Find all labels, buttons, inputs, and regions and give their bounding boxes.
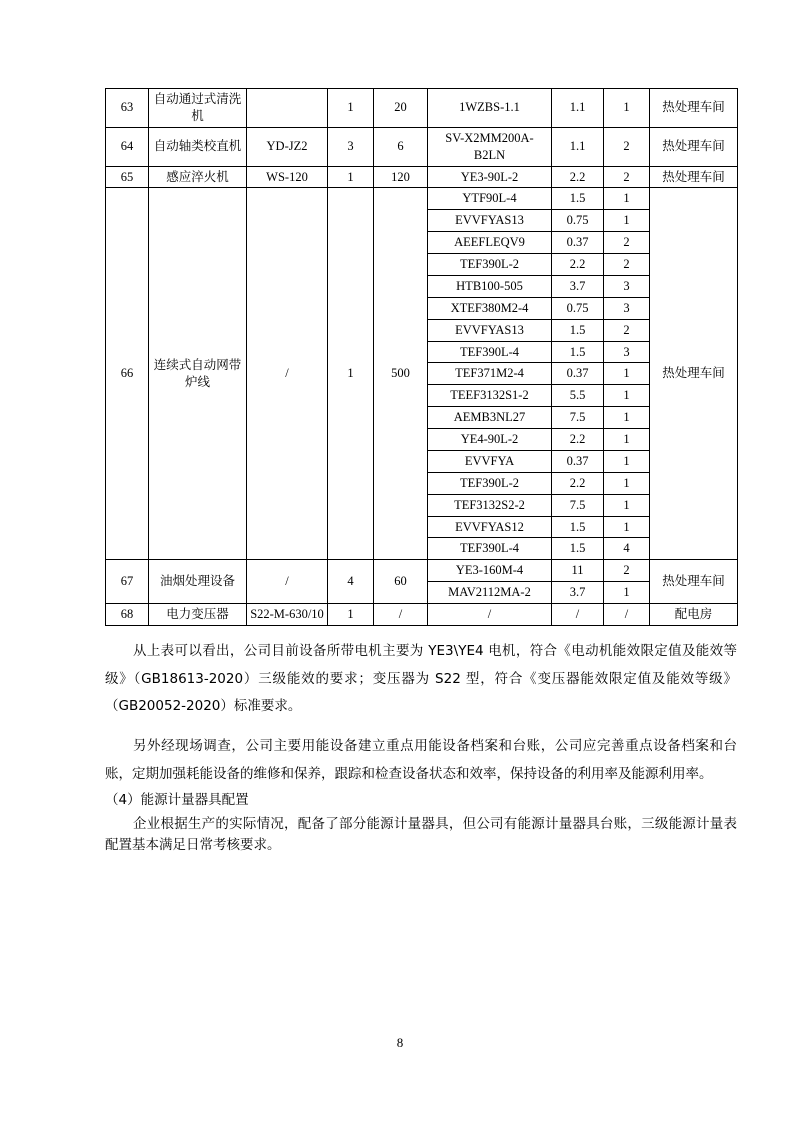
page-number: 8 [396, 1035, 404, 1050]
cell-power: 6 [374, 127, 428, 166]
cell-motor: 1WZBS-1.1 [428, 89, 552, 128]
cell-motor: EVVFYAS12 [428, 516, 552, 538]
cell-motor-power: 0.37 [552, 450, 604, 472]
paragraph-summary: 从上表可以看出，公司目前设备所带电机主要为 YE3\YE4 电机，符合《电动机能效限定值及能效等级》（GB18613-2020）三级能效的要求；变压器为 S22 型，符合《变压器能效限定值及能效等级》（GB20052-2020）标准要求。 [105, 642, 737, 715]
cell-motor-qty: 1 [604, 494, 650, 516]
cell-motor-power: 0.37 [552, 363, 604, 385]
cell-motor-power: / [552, 604, 604, 626]
equipment-table [105, 88, 738, 626]
cell-model: / [247, 560, 328, 604]
cell-model [247, 89, 328, 128]
cell-motor: MAV2112MA-2 [428, 582, 552, 604]
cell-location: 热处理车间 [650, 127, 738, 166]
cell-motor: TEF390L-2 [428, 254, 552, 276]
table-row [106, 560, 738, 582]
cell-motor-qty: 1 [604, 516, 650, 538]
cell-location: 热处理车间 [650, 89, 738, 128]
cell-motor-qty: 2 [604, 319, 650, 341]
table-row [106, 89, 738, 128]
cell-motor-qty: 3 [604, 275, 650, 297]
cell-motor: HTB100-505 [428, 275, 552, 297]
cell-motor: EVVFYAS13 [428, 210, 552, 232]
cell-qty: 1 [328, 89, 374, 128]
cell-motor-qty: 1 [604, 188, 650, 210]
cell-motor-qty: 1 [604, 363, 650, 385]
cell-motor-power: 1.5 [552, 188, 604, 210]
cell-motor-power: 0.37 [552, 232, 604, 254]
cell-power: 500 [374, 188, 428, 560]
cell-motor-qty: 2 [604, 127, 650, 166]
cell-motor: YTF90L-4 [428, 188, 552, 210]
cell-qty: 3 [328, 127, 374, 166]
page-content [105, 88, 737, 856]
cell-qty: 1 [328, 604, 374, 626]
cell-qty: 1 [328, 166, 374, 188]
cell-motor-power: 2.2 [552, 472, 604, 494]
cell-motor: AEEFLEQV9 [428, 232, 552, 254]
cell-no: 64 [106, 127, 149, 166]
cell-motor-power: 1.5 [552, 319, 604, 341]
table-row [106, 604, 738, 626]
section-heading: （4）能源计量器具配置 [105, 792, 249, 809]
cell-model: WS-120 [247, 166, 328, 188]
cell-motor-power: 3.7 [552, 582, 604, 604]
cell-motor-power: 7.5 [552, 494, 604, 516]
cell-motor: EVVFYA [428, 450, 552, 472]
cell-motor-power: 0.75 [552, 297, 604, 319]
cell-no: 63 [106, 89, 149, 128]
cell-no: 65 [106, 166, 149, 188]
cell-qty: 4 [328, 560, 374, 604]
cell-motor-qty: 2 [604, 254, 650, 276]
cell-motor-qty: / [604, 604, 650, 626]
cell-motor-power: 2.2 [552, 254, 604, 276]
cell-power: 60 [374, 560, 428, 604]
cell-motor-qty: 1 [604, 407, 650, 429]
cell-motor-qty: 2 [604, 166, 650, 188]
cell-motor-qty: 1 [604, 89, 650, 128]
cell-location: 热处理车间 [650, 560, 738, 604]
cell-motor-power: 2.2 [552, 166, 604, 188]
cell-motor: YE3-160M-4 [428, 560, 552, 582]
cell-motor-qty: 1 [604, 429, 650, 451]
cell-motor: TEF390L-4 [428, 538, 552, 560]
cell-name: 油烟处理设备 [149, 560, 247, 604]
cell-name: 感应淬火机 [149, 166, 247, 188]
cell-motor-power: 2.2 [552, 429, 604, 451]
cell-model: YD-JZ2 [247, 127, 328, 166]
table-row [106, 166, 738, 188]
cell-motor: EVVFYAS13 [428, 319, 552, 341]
cell-model: / [247, 188, 328, 560]
paragraph-metering: 企业根据生产的实际情况，配备了部分能源计量器具，但公司有能源计量器具台账，三级能源计量表配置基本满足日常考核要求。 [105, 815, 737, 853]
cell-motor: YE4-90L-2 [428, 429, 552, 451]
cell-motor: SV-X2MM200A-B2LN [428, 127, 552, 166]
cell-motor-power: 7.5 [552, 407, 604, 429]
cell-motor: XTEF380M2-4 [428, 297, 552, 319]
cell-motor: TEF371M2-4 [428, 363, 552, 385]
cell-motor-power: 1.1 [552, 127, 604, 166]
cell-qty: 1 [328, 188, 374, 560]
cell-motor: YE3-90L-2 [428, 166, 552, 188]
cell-motor: TEEF3132S1-2 [428, 385, 552, 407]
cell-location: 配电房 [650, 604, 738, 626]
cell-motor-power: 1.5 [552, 538, 604, 560]
cell-no: 68 [106, 604, 149, 626]
cell-name: 连续式自动网带炉线 [149, 188, 247, 560]
cell-motor-qty: 1 [604, 472, 650, 494]
cell-motor-qty: 1 [604, 210, 650, 232]
cell-power: 120 [374, 166, 428, 188]
cell-motor-power: 0.75 [552, 210, 604, 232]
cell-motor-qty: 4 [604, 538, 650, 560]
cell-no: 67 [106, 560, 149, 604]
cell-location: 热处理车间 [650, 188, 738, 560]
cell-motor-qty: 2 [604, 560, 650, 582]
cell-motor-qty: 1 [604, 582, 650, 604]
cell-motor-qty: 2 [604, 232, 650, 254]
cell-location: 热处理车间 [650, 166, 738, 188]
cell-name: 自动轴类校直机 [149, 127, 247, 166]
cell-motor-qty: 3 [604, 341, 650, 363]
cell-motor-power: 11 [552, 560, 604, 582]
table-row [106, 127, 738, 166]
cell-motor: TEF3132S2-2 [428, 494, 552, 516]
cell-motor-power: 3.7 [552, 275, 604, 297]
cell-motor-qty: 1 [604, 385, 650, 407]
cell-power: 20 [374, 89, 428, 128]
cell-name: 电力变压器 [149, 604, 247, 626]
cell-name: 自动通过式清洗机 [149, 89, 247, 128]
paragraph-survey: 另外经现场调查，公司主要用能设备建立重点用能设备档案和台账，公司应完善重点设备档案和台账，定期加强耗能设备的维修和保养，跟踪和检查设备状态和效率，保持设备的利用率及能源利用率。 [105, 737, 737, 782]
cell-motor-qty: 3 [604, 297, 650, 319]
cell-motor-power: 5.5 [552, 385, 604, 407]
cell-motor-power: 1.5 [552, 516, 604, 538]
cell-motor: AEMB3NL27 [428, 407, 552, 429]
cell-motor-power: 1.5 [552, 341, 604, 363]
cell-motor: TEF390L-4 [428, 341, 552, 363]
cell-motor: / [428, 604, 552, 626]
cell-motor-qty: 1 [604, 450, 650, 472]
cell-no: 66 [106, 188, 149, 560]
cell-model: S22-M-630/10 [247, 604, 328, 626]
cell-motor: TEF390L-2 [428, 472, 552, 494]
table-row [106, 188, 738, 210]
cell-motor-power: 1.1 [552, 89, 604, 128]
cell-power: / [374, 604, 428, 626]
